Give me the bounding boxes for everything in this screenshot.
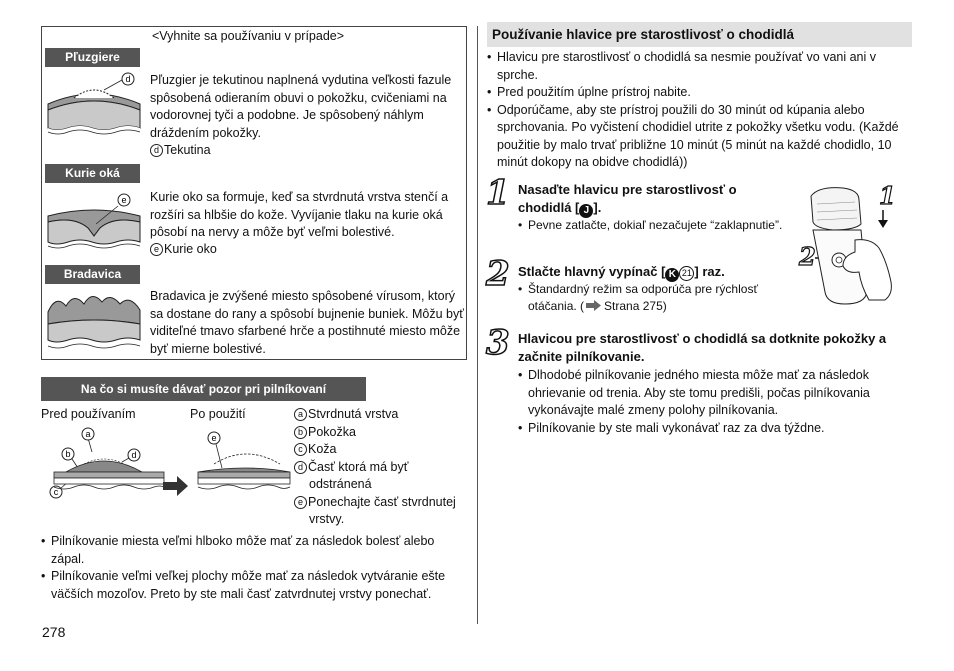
blisters-text: Pľuzgier je tekutinou naplnená vydutina veľkosti fazule spôsobená odieraním obuvi o pokožku, cvičeniami na vodorovnej tyči a podobne. Je spôsobený náhlym dráždením pokožky. <box>150 73 452 140</box>
before-label: Pred používaním <box>41 407 136 421</box>
diagram-legend <box>294 406 469 529</box>
blisters-legend: d Tekutina <box>150 142 211 160</box>
tag-blisters: Pľuzgiere <box>45 48 140 67</box>
legend-item-b: b Pokožka <box>294 424 469 442</box>
corns-text: Kurie oko sa formuje, keď sa stvrdnutá vrstva stenčí a rozšíri sa hlbšie do kože. Vyvíjanie tlaku na kurie oká pôsobí na nervy a môže byť veľmi bolestivé. <box>150 190 449 239</box>
list-item: • Štandardný režim sa odporúča pre rýchlosť otáčania. ( Strana 275) <box>518 281 788 315</box>
before-diagram <box>44 424 194 514</box>
list-item: • Pilníkovanie by ste mali vykonávať raz za dva týždne. <box>518 420 898 438</box>
step-title-3: Hlavicou pre starostlivosť o chodidlá sa dotknite pokožky a začnite pilníkovanie. <box>518 331 887 364</box>
blister-letter: d <box>125 74 131 84</box>
diagram-letter-e: e <box>211 433 217 443</box>
step-number-1: 1 <box>486 173 510 213</box>
avoid-heading: <Vyhnite sa používaniu v prípade> <box>152 29 345 43</box>
list-item: • Pred použitím úplne prístroj nabite. <box>487 84 912 102</box>
legend-item-a: a Stvrdnutá vrstva <box>294 406 469 424</box>
corns-legend: e Kurie oko <box>150 241 217 259</box>
step-notes-1 <box>518 217 788 234</box>
diagram-letter-c: c <box>53 487 59 497</box>
figure-label-2: 2 <box>799 242 816 271</box>
legend-item-c: c Koža <box>294 441 469 459</box>
column-divider <box>477 26 478 624</box>
usage-bullets <box>487 49 912 172</box>
caution-heading: Na čo si musíte dávať pozor pri pilníkovaní <box>41 377 366 401</box>
blister-illustration <box>44 70 144 140</box>
reference-arrow-icon <box>586 300 602 311</box>
diagram-letter-a: a <box>85 429 91 439</box>
part-21-icon: 21 <box>679 266 694 281</box>
wart-text: Bradavica je zvýšené miesto spôsobené vírusom, ktorý sa dostane do rany a spôsobí bujnenie buniek. Môžu byť viditeľné tmavo sfarbené hrče a postihnuté miesto môže byť mierne bolestivé. <box>150 289 464 356</box>
tag-wart: Bradavica <box>45 265 140 284</box>
list-item: • Pevne zatlačte, dokiaľ nezačujete “zaklapnutie”. <box>518 217 788 234</box>
step-number-2: 2 <box>486 254 510 294</box>
section-heading: Používanie hlavice pre starostlivosť o chodidlá <box>492 27 795 42</box>
step-notes-2 <box>518 281 788 315</box>
after-diagram <box>194 424 294 514</box>
figure-label-1: 1 <box>879 182 896 210</box>
legend-item-d: d Časť ktorá má byť odstránená <box>294 459 459 494</box>
diagram-letter-d: d <box>131 450 137 460</box>
list-item: • Dlhodobé pilníkovanie jedného miesta môže mať za následok ohrievanie od trenia. Aby ste tomu predišli, počas pilníkovania vykonávajte malé zmeny polohy pilníkovania. <box>518 367 898 420</box>
step-notes-3 <box>518 367 898 437</box>
step-title-1: Nasaďte hlavicu pre starostlivosť o chodidlá [ J ]. <box>518 182 737 216</box>
corn-illustration <box>44 188 144 260</box>
step-title-2: Stlačte hlavný vypínač [ K 21 ] raz. <box>518 264 725 280</box>
legend-letter-d: d <box>150 144 163 157</box>
corn-letter: e <box>121 195 127 205</box>
page-number: 278 <box>42 624 66 640</box>
right-arrow-icon <box>163 475 189 497</box>
section-heading-bar <box>487 22 912 47</box>
list-item: • Odporúčame, aby ste prístroj použili do 30 minút od kúpania alebo sprchovania. Po vyčistení chodidiel utrite z pokožky všetku vodu. (Každé použitie by malo trvať približne 10 minút (5 minút na každé chodidlo, 10 minút dokopy na obidve chodidlá)) <box>487 102 912 172</box>
list-item: • Hlavicu pre starostlivosť o chodidlá sa nesmie používať vo vani ani v sprche. <box>487 49 912 84</box>
part-k-icon: K <box>665 268 679 282</box>
part-j-icon: J <box>579 204 593 218</box>
diagram-letter-b: b <box>65 449 71 459</box>
caution-bullets <box>41 533 466 603</box>
list-item: • Pilníkovanie veľmi veľkej plochy môže mať za následok vytváranie ešte väčších mozoľov. Preto by ste mali časť zatvrdnutej vrstvy ponechať. <box>41 568 466 603</box>
tag-corns: Kurie oká <box>45 164 140 183</box>
after-label: Po použití <box>190 407 246 421</box>
step-number-3: 3 <box>486 323 510 363</box>
wart-illustration <box>44 288 144 358</box>
legend-item-e: e Ponechajte časť stvrdnutej vrstvy. <box>294 494 469 529</box>
device-illustration <box>795 182 910 307</box>
list-item: • Pilníkovanie miesta veľmi hlboko môže mať za následok bolesť alebo zápal. <box>41 533 466 568</box>
legend-letter-e: e <box>150 243 163 256</box>
